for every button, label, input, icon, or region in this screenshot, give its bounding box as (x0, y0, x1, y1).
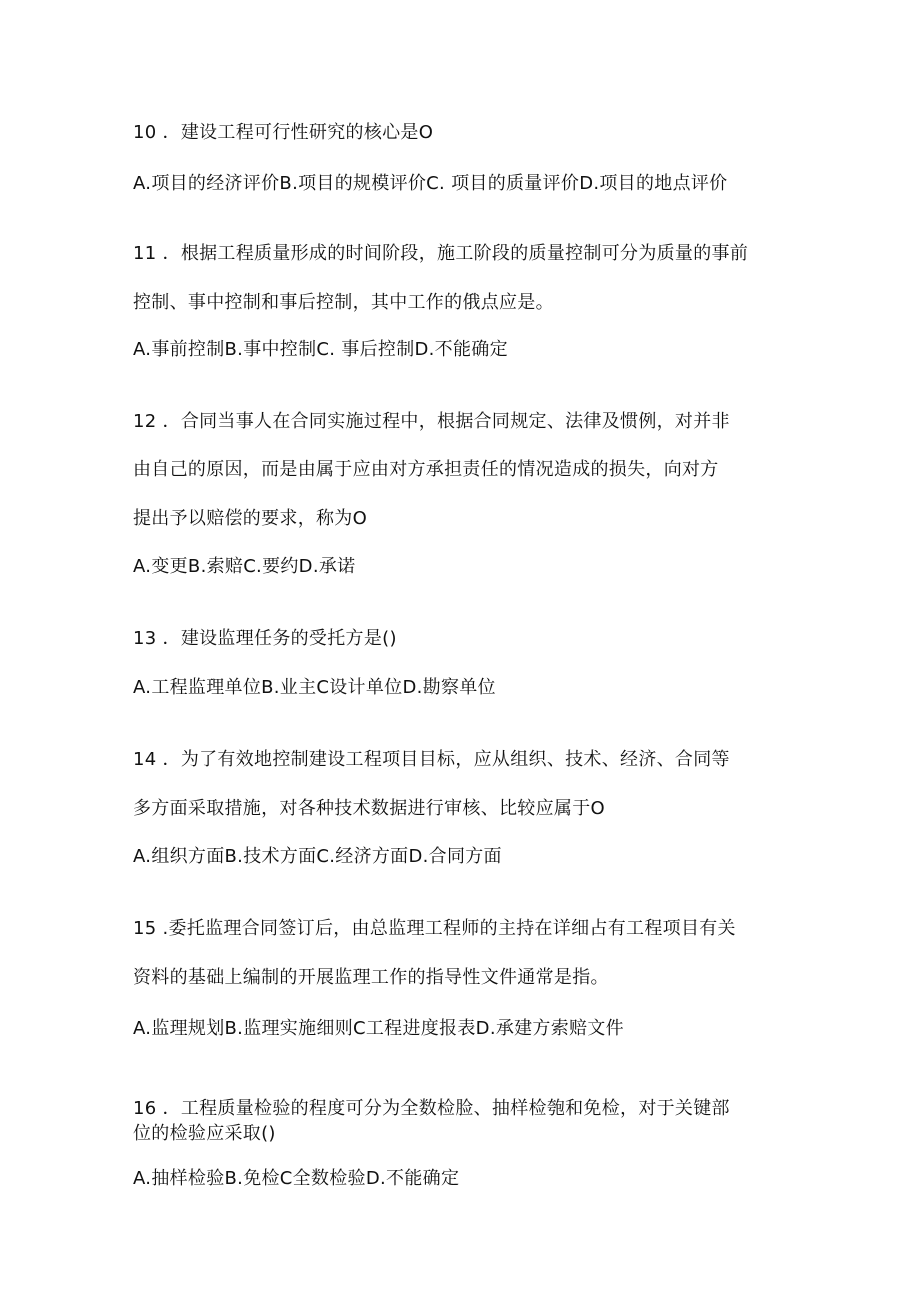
question-options: A.组织方面B.技术方面C.经济方面D.合同方面 (133, 846, 502, 867)
question-stem-line: 15 .委托监理合同签订后，由总监理工程师的主持在详细占有工程项目有关 (133, 918, 736, 939)
question-stem-line: 16 ．工程质量检验的程度可分为全数检脸、抽样检匏和免检，对于关键部 (133, 1098, 730, 1119)
question-options: A.抽样检验B.免检C全数检验D.不能确定 (133, 1168, 460, 1189)
question-stem-line: 10 ．建设工程可行性研究的核心是O (133, 122, 434, 143)
question-options: A.事前控制B.事中控制C. 事后控制D.不能确定 (133, 339, 508, 360)
question-stem-line: 11 ．根据工程质量形成的时间阶段，施工阶段的质量控制可分为质量的事前 (133, 243, 749, 264)
question-options: A.项目的经济评价B.项目的规模评价C. 项目的质量评价D.项目的地点评价 (133, 173, 728, 194)
question-stem-line: 位的检验应采取() (133, 1123, 276, 1144)
question-stem-line: 13 ．建设监理任务的受托方是() (133, 628, 397, 649)
question-options: A.工程监理单位B.业主C设计单位D.勘察单位 (133, 677, 496, 698)
question-stem-line: 资料的基础上编制的开展监理工作的指导性文件通常是指。 (133, 967, 609, 988)
question-stem-line: 提出予以赔偿的要求，称为O (133, 508, 368, 529)
question-options: A.变更B.索赔C.要约D.承诺 (133, 556, 356, 577)
question-options: A.监理规划B.监理实施细则C工程进度报表D.承建方索赔文件 (133, 1018, 624, 1039)
question-stem-line: 控制、事中控制和事后控制，其中工作的俄点应是。 (133, 292, 554, 313)
question-stem-line: 由自己的原因，而是由属于应由对方承担责任的情况造成的损失，向对方 (133, 459, 719, 480)
question-stem-line: 12 ．合同当事人在合同实施过程中，根据合同规定、法律及惯例，对并非 (133, 411, 730, 432)
question-stem-line: 14 ．为了有效地控制建设工程项目目标，应从组织、技术、经济、合同等 (133, 749, 730, 770)
question-stem-line: 多方面采取措施，对各种技术数据进行审核、比较应属于O (133, 798, 605, 819)
